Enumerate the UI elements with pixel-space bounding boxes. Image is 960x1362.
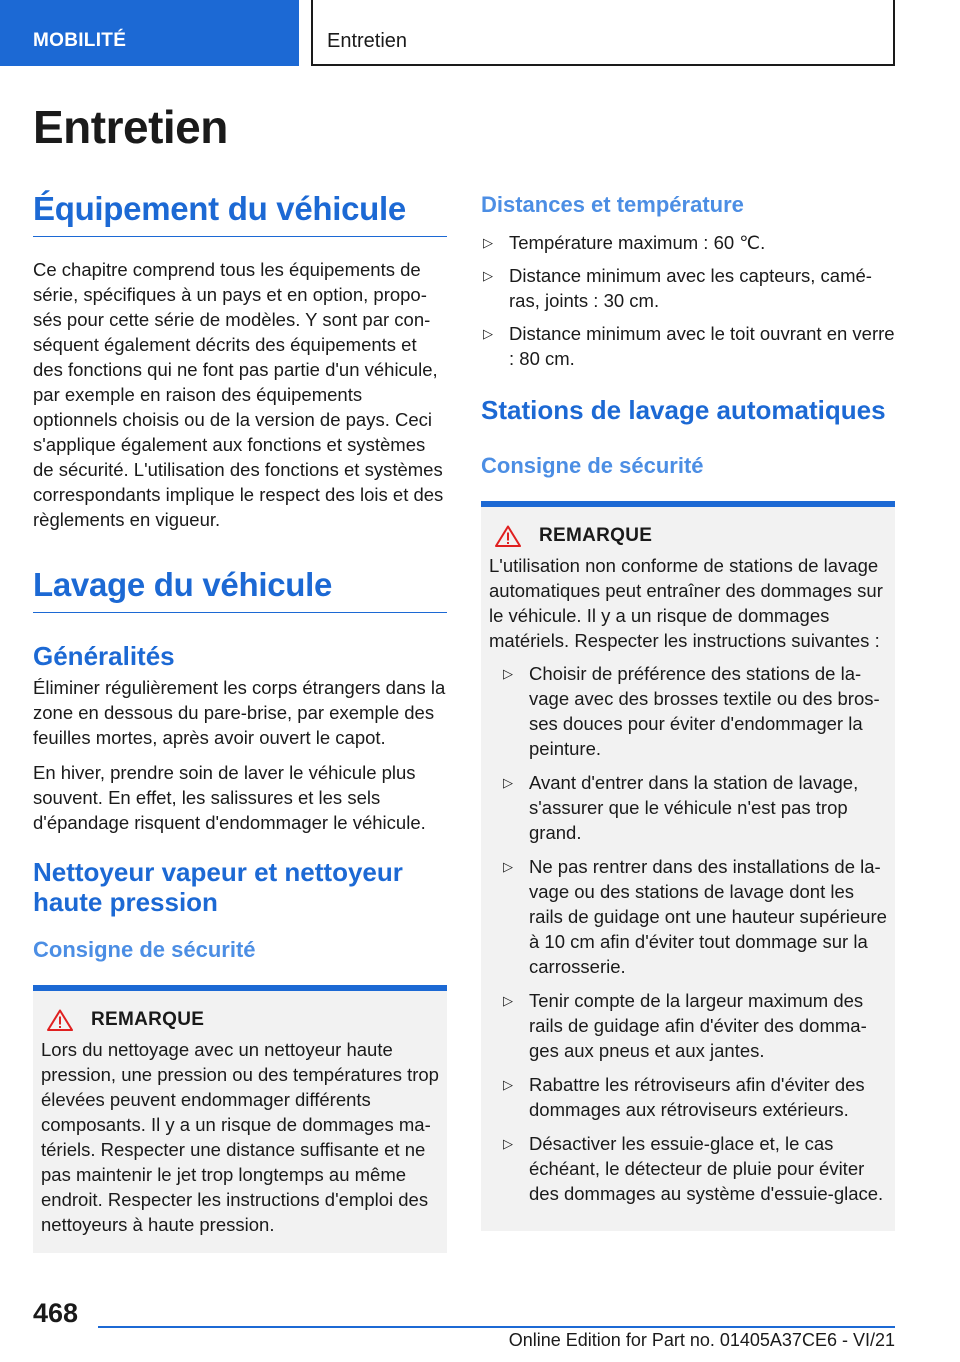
warning-triangle-icon: [47, 1009, 73, 1031]
steam-cleaner-heading: Nettoyeur vapeur et nettoyeur haute pression: [33, 857, 403, 917]
list-item: ▷ Choisir de préférence des stations de lavage avec des brosses textile ou des brosses douces pour éviter d'endommager la peinture.: [503, 663, 880, 759]
note-header: [489, 525, 887, 547]
note-text: L'utilisation non conforme de stations de lavage automatiques peut entraîner des dommages sur le véhicule. Il y a un risque de dommages matériels. Respecter les instructions suivantes :: [489, 555, 883, 651]
list-item: ▷ Distance minimum avec le toit ouvrant en verre : 80 cm.: [483, 323, 895, 369]
chapter-tab[interactable]: Entretien: [311, 0, 895, 66]
triangle-right-outline-icon: ▷: [503, 1136, 513, 1151]
list-item: ▷ Distance minimum avec les capteurs, caméras, joints : 30 cm.: [483, 265, 872, 311]
triangle-right-outline-icon: ▷: [483, 268, 493, 283]
note-text: Lors du nettoyage avec un nettoyeur haute pression, une pression ou des températures trop élevées peuvent endommager différents composants. Il y a un risque de dommages matériels. Respecter une distance suffisante et ne pas maintenir le jet trop longtemps au même endroit. Respecter les instructions d'emploi des nettoyeurs à haute pression.: [41, 1039, 439, 1235]
list-item: ▷ Tenir compte de la largeur maximum des rails de guidage afin d'éviter des dommages aux pneus et aux jantes.: [503, 990, 867, 1061]
page-number: 468: [33, 1298, 79, 1328]
left-column: [33, 190, 447, 1253]
distances-list: [481, 230, 895, 371]
warning-note-right: [481, 501, 895, 1231]
footer-divider: [98, 1326, 895, 1328]
triangle-right-outline-icon: ▷: [503, 993, 513, 1008]
list-item: ▷ Ne pas rentrer dans des installations de lavage ou des stations de lavage dont les rails de guidage ont une hauteur supérieure à 10 cm afin d'éviter tout dommage sur la carrosserie.: [503, 856, 887, 977]
distances-heading: Distances et température: [481, 192, 744, 217]
car-wash-instructions-list: [489, 661, 887, 1206]
list-item: ▷ Rabattre les rétroviseurs afin d'éviter des dommages aux rétroviseurs extérieurs.: [503, 1074, 865, 1120]
list-item: ▷ Température maximum : 60 ℃.: [483, 232, 766, 253]
note-header: [41, 1009, 439, 1031]
note-label: REMARQUE: [91, 1009, 205, 1030]
list-item: ▷ Désactiver les essuie-glace et, le cas échéant, le détecteur de pluie pour éviter des dommages au système d'essuie-glace.: [503, 1133, 884, 1204]
washing-heading: Lavage du véhicule: [33, 566, 447, 613]
edition-label: Online Edition for Part no. 01405A37CE6 - VI/21: [508, 1330, 895, 1350]
car-wash-heading: Stations de lavage automatiques: [481, 395, 886, 425]
general-heading: Généralités: [33, 641, 175, 671]
safety-heading-left: Consigne de sécurité: [33, 937, 256, 962]
page-header: [0, 0, 960, 66]
equipment-paragraph: Ce chapitre comprend tous les équipements de série, spécifiques à un pays et en option, proposés pour cette série de modèles. Y sont par conséquent également décrits des équipements et des fonctions qui ne font pas partie d'un véhicule, par exemple en raison des équipements optionnels choisis ou de la version de pays. Ceci s'applique également aux fonctions et systèmes de sécurité. L'utilisation des fonctions et systèmes correspondants implique le respect des lois et des règlements en vigueur.: [33, 259, 444, 530]
triangle-right-outline-icon: ▷: [503, 775, 513, 790]
equipment-heading: Équipement du véhicule: [33, 190, 447, 237]
general-paragraph-1: Éliminer régulièrement les corps étrangers dans la zone en dessous du pare-brise, par exemple des feuilles mortes, après avoir ouvert le capot.: [33, 677, 446, 748]
section-tab[interactable]: MOBILITÉ: [0, 0, 299, 66]
triangle-right-outline-icon: ▷: [483, 326, 493, 341]
page-title: Entretien: [33, 101, 228, 153]
safety-heading-right: Consigne de sécurité: [481, 453, 704, 478]
page-footer: [0, 1290, 960, 1362]
right-column: [481, 190, 895, 1231]
triangle-right-outline-icon: ▷: [503, 666, 513, 681]
list-item: ▷ Avant d'entrer dans la station de lavage, s'assurer que le véhicule n'est pas trop grand.: [503, 772, 859, 843]
warning-note-left: [33, 985, 447, 1253]
general-paragraph-2: En hiver, prendre soin de laver le véhicule plus souvent. En effet, les salissures et les sels d'épandage risquent d'endommager le véhicule.: [33, 762, 426, 833]
triangle-right-outline-icon: ▷: [503, 1077, 513, 1092]
note-label: REMARQUE: [539, 525, 653, 546]
triangle-right-outline-icon: ▷: [503, 859, 513, 874]
triangle-right-outline-icon: ▷: [483, 235, 493, 250]
warning-triangle-icon: [495, 525, 521, 547]
